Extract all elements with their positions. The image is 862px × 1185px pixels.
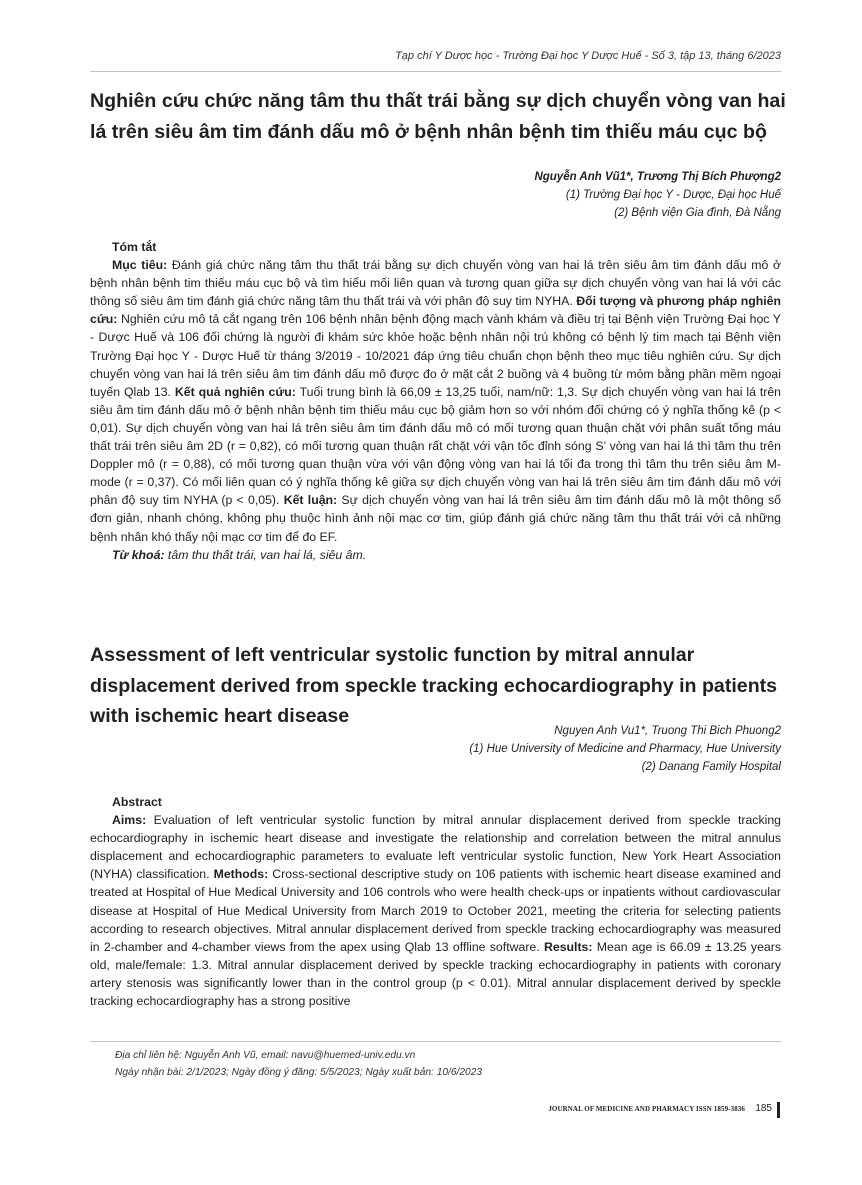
abstract-heading: Tóm tắt bbox=[112, 240, 157, 254]
abstract-body bbox=[90, 256, 781, 546]
section-text: Mean age is 66.09 ± 13.25 years old, male/female: 1.3. Mitral annular displacement derived by speckle tracking echocardiography in patients with coronary artery stenosis was significantly lower than in the control group (p < 0.01). Mitral annular displacement derived by speckle tracking echocardiography has a strong positive bbox=[90, 939, 781, 1009]
section-label: Kết luận: bbox=[283, 493, 338, 508]
vietnamese-title: Nghiên cứu chức năng tâm thu thất trái bằng sự dịch chuyển vòng van hai lá trên siêu âm tim đánh dấu mô ở bệnh nhân bệnh tim thiếu máu cục bộ bbox=[90, 90, 786, 143]
section-label: Aims: bbox=[112, 813, 147, 828]
vietnamese-abstract bbox=[90, 238, 781, 564]
publication-dates: Ngày nhận bài: 2/1/2023; Ngày đồng ý đăng: 5/5/2023; Ngày xuất bản: 10/6/2023 bbox=[115, 1067, 483, 1078]
english-authors bbox=[90, 722, 781, 776]
section-text: Evaluation of left ventricular systolic function by mitral annular displacement derived from speckle tracking echocardiography in ischemic heart disease and investigate the relationship and correlation between the mitral annulus displacement and echocardiographic parameters to evaluate left ventricular systolic function, New York Heart Association (NYHA) classification. bbox=[90, 813, 781, 882]
footnote bbox=[115, 1047, 482, 1081]
running-header: Tạp chí Y Dược học - Trường Đại học Y Dược Huế - Số 3, tập 13, tháng 6/2023 bbox=[395, 50, 781, 62]
affiliation: (2) Danang Family Hospital bbox=[641, 761, 781, 773]
vietnamese-authors bbox=[90, 168, 781, 222]
keywords-label: Từ khoá: bbox=[112, 547, 165, 562]
section-text: Đánh giá chức năng tâm thu thất trái bằng sự dịch chuyển vòng van hai lá trên siêu âm tim đánh dấu mô ở bệnh nhân bệnh tim thiếu máu cục bộ và tìm hiểu mối liên quan và tương quan giữa sự dịch chuyển vòng van hai lá với các thông số siêu âm tim đánh giá chức năng tâm thu thất trái và với phân độ suy tim NYHA. bbox=[90, 258, 782, 309]
contact-address: Địa chỉ liên hệ: Nguyễn Anh Vũ, email: navu@huemed-univ.edu.vn bbox=[115, 1050, 416, 1061]
english-abstract bbox=[90, 793, 781, 1034]
abstract-heading: Abstract bbox=[112, 795, 162, 809]
affiliation: (2) Bệnh viện Gia đình, Đà Nẵng bbox=[614, 207, 781, 219]
header-rule bbox=[90, 71, 781, 72]
section-text: Sự dịch chuyển vòng van hai lá trên siêu âm tim đánh dấu mô là một thông số đơn giản, nhanh chóng, không phụ thuộc hình ảnh nội mạc cơ tim, giúp đánh giá chức năng tâm thu thất trái với cả những bệnh nhân khó thấy nội mạc cơ tim để đo EF. bbox=[90, 493, 781, 544]
page-number: 185 bbox=[755, 1103, 772, 1114]
section-text: Tuổi trung bình là 66,09 ± 13,25 tuổi, nam/nữ: 1,3. Sự dịch chuyển vòng van hai lá trên siêu âm tim đánh dấu mô ở bệnh nhân bệnh tim thiếu máu cục bộ giảm hơn so với nhóm đối chứng có ý nghĩa thống kê (p < 0,01). Sự dịch chuyển vòng van hai lá trên siêu âm tim đánh dấu mô có mối tương quan thuận chặt với phân suất tống máu thất trái trên siêu âm 2D (r = 0,82), có mối tương quan thuận rất chặt với vận tốc đỉnh sóng S’ vòng van hai lá thì tâm thu trên Doppler mô (r = 0,88), có mối tương quan thuận vừa với vận động vòng van hai lá tối đa trong thì tâm thu trên siêu âm M-mode (r = 0,37). Có mối liên quan có ý nghĩa thống kê giữa sự dịch chuyển vòng van hai lá trên siêu âm tim đánh dấu mô với phân độ suy tim NYHA (p < 0,05). bbox=[90, 384, 782, 508]
section-text: Cross-sectional descriptive study on 106 patients with ischemic heart disease examined and treated at Hospital of Hue Medical University and 106 controls who were health check-ups or inpatients without cardiovascular disease at Hospital of Hue Medical University from March 2019 to October 2021, meeting the criteria for selecting patients according to research objectives. Mitral annular displacement derived from speckle tracking echocardiography was measured in 2-chamber and 4-chamber views from the apex using Qlab 13 offline software. bbox=[90, 867, 781, 954]
affiliation: (1) Trường Đại học Y - Dược, Đại học Huế bbox=[565, 189, 781, 201]
section-label: Đối tượng và phương pháp nghiên cứu: bbox=[90, 294, 782, 327]
abstract-body bbox=[90, 811, 781, 1010]
section-label: Methods: bbox=[213, 867, 269, 882]
section-label: Mục tiêu: bbox=[112, 258, 168, 273]
footer-journal: JOURNAL OF MEDICINE AND PHARMACY ISSN 1859-3836 bbox=[548, 1105, 745, 1113]
section-label: Results: bbox=[543, 939, 593, 954]
author-names: Nguyen Anh Vu1*, Truong Thi Bich Phuong2 bbox=[554, 725, 781, 737]
keywords-text: tâm thu thất trái, van hai lá, siêu âm. bbox=[164, 547, 367, 562]
footnote-rule bbox=[90, 1041, 781, 1042]
author-names: Nguyễn Anh Vũ1*, Trương Thị Bích Phượng2 bbox=[534, 171, 781, 183]
section-text: Nghiên cứu mô tả cắt ngang trên 106 bệnh nhân bệnh động mạch vành khám và điều trị tại Bệnh viện Trường Đại học Y - Dược Huế và 106 đối chứng là người đi khám sức khỏe hoặc bệnh nhân nội trú không có bệnh lý tim mạch tại Bệnh viện Trường Đại học Y - Dược Huế từ tháng 3/2019 - 10/2021 đáp ứng tiêu chuẩn chọn bệnh theo mục tiêu nghiên cứu. Sự dịch chuyển vòng van hai lá trên siêu âm tim đánh dấu mô được đo ở mặt cắt 2 buồng và 4 buồng từ mỏm bằng phần mềm ngoại tuyến Qlab 13. bbox=[90, 312, 781, 399]
section-label: Kết quả nghiên cứu: bbox=[174, 384, 296, 399]
affiliation: (1) Hue University of Medicine and Pharmacy, Hue University bbox=[469, 743, 781, 755]
english-title: Assessment of left ventricular systolic function by mitral annular displacement derived from speckle tracking echocardiography in patients with ischemic heart disease bbox=[90, 644, 778, 727]
keywords bbox=[90, 546, 781, 564]
page-number-bar bbox=[777, 1102, 780, 1118]
